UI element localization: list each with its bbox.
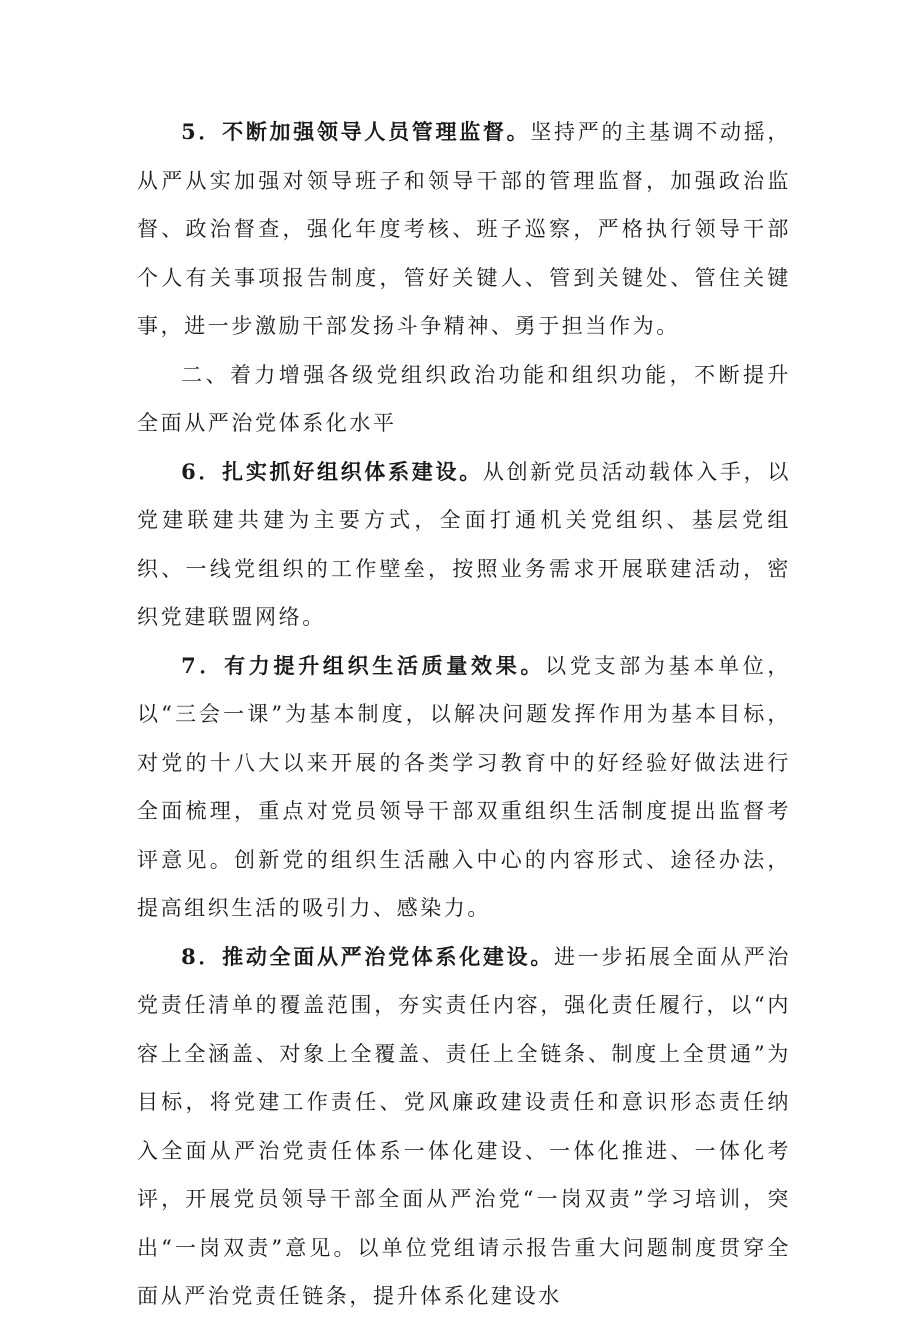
- item-number: 7．: [181, 652, 225, 678]
- paragraph-item-5: [137, 108, 791, 351]
- item-number: 6．: [181, 458, 223, 484]
- item-body: 从创新党员活动载体入手，以党建联建共建为主要方式，全面打通机关党组织、基层党组织、一线党组织的工作壁垒，按照业务需求开展联建活动，密织党建联盟网络。: [137, 459, 791, 629]
- paragraph-item-7: [137, 642, 791, 933]
- item-body: 坚持严的主基调不动摇，从严从实加强对领导班子和领导干部的管理监督，加强政治监督、政治督查，强化年度考核、班子巡察，严格执行领导干部个人有关事项报告制度，管好关键人、管到关键处、管住关键事，进一步激励干部发扬斗争精神、勇于担当作为。: [137, 120, 791, 338]
- item-heading: 扎实抓好组织体系建设。: [222, 459, 483, 484]
- item-heading: 有力提升组织生活质量效果。: [224, 653, 546, 678]
- document-body: [137, 108, 791, 1321]
- item-body: 进一步拓展全面从严治党责任清单的覆盖范围，夯实责任内容，强化责任履行，以“内容上全涵盖、对象上全覆盖、责任上全链条、制度上全贯通”为目标，将党建工作责任、党风廉政建设责任和意识形态责任纳入全面从严治党责任体系一体化建设、一体化推进、一体化考评，开展党员领导干部全面从严治党“一岗双责”学习培训，突出“一岗双责”意见。以单位党组请示报告重大问题制度贯穿全面从严治党责任链条，提升体系化建设水: [137, 944, 791, 1308]
- item-number: 8．: [181, 943, 223, 969]
- section-heading-2: 二、着力增强各级党组织政治功能和组织功能，不断提升全面从严治党体系化水平: [137, 362, 791, 435]
- paragraph-item-6: [137, 448, 791, 642]
- item-heading: 推动全面从严治党体系化建设。: [222, 944, 555, 969]
- item-body: 以党支部为基本单位，以“三会一课”为基本制度，以解决问题发挥作用为基本目标，对党的十八大以来开展的各类学习教育中的好经验好做法进行全面梳理，重点对党员领导干部双重组织生活制度提出监督考评意见。创新党的组织生活融入中心的内容形式、途径办法，提高组织生活的吸引力、感染力。: [137, 653, 792, 920]
- paragraph-item-8: [137, 933, 791, 1321]
- item-heading: 不断加强领导人员管理监督。: [222, 120, 531, 144]
- item-number: 5．: [181, 119, 223, 144]
